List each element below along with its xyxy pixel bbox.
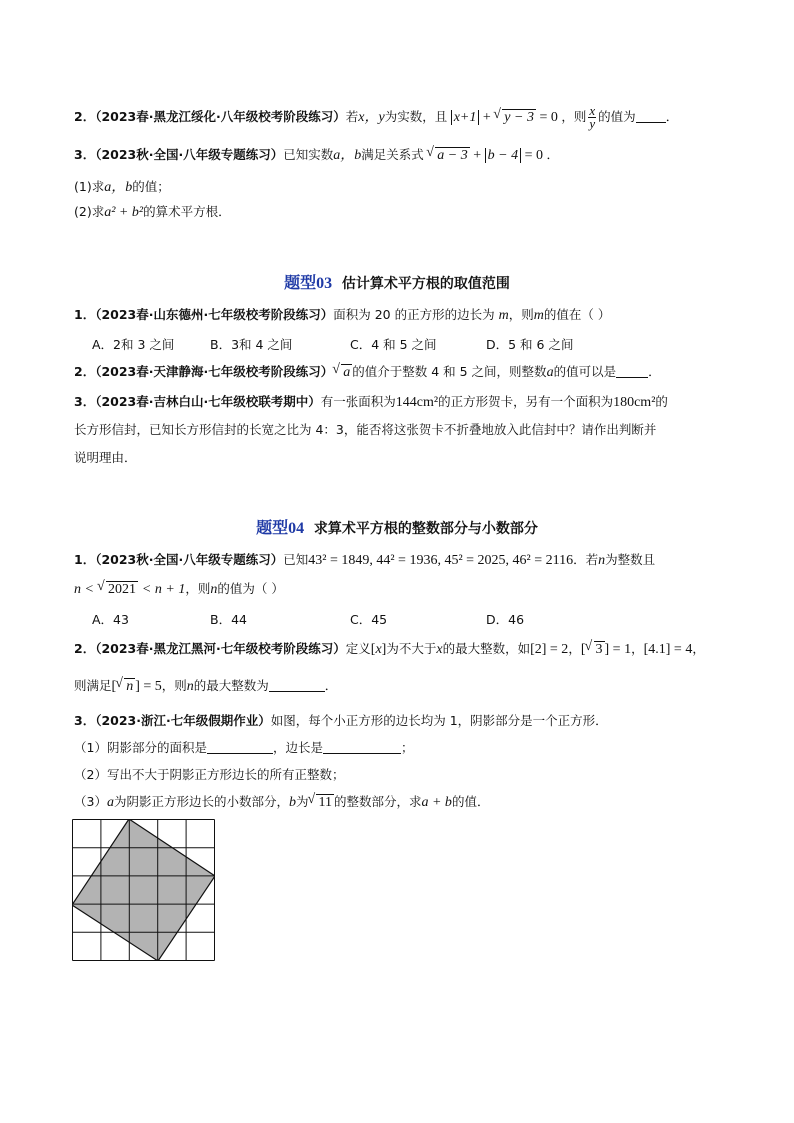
var-x: x [375,642,382,657]
sub-text: 的值； [132,179,170,194]
answer-blank [636,110,666,123]
stem-text: 已知实数 [283,147,334,162]
denominator: y [589,116,596,131]
question-source: （2023春·吉林白山·七年级校联考期中） [95,394,321,409]
stem-text: 若 [345,109,359,124]
stem-text: 的正方形贺卡，另有一个面积为 [438,394,614,409]
example-2-value: = 1 [612,642,632,657]
stem-text: ，则 [508,307,534,322]
question-2-1 [74,105,734,130]
stem-text: 则满足 [74,678,112,693]
question-3-2 [74,363,734,382]
var-xy: x，y [358,110,385,125]
heading-number: 03 [316,275,333,292]
question-source: （2023秋·全国·八年级专题练习） [95,552,284,567]
var-n: n [598,553,606,568]
end-mark: ． [665,109,679,124]
numerator: x [589,103,596,118]
var-ab: a，b [104,180,133,195]
condition-value: = 5 [143,679,162,694]
example-3: [4.1] = 4 [643,642,693,657]
question-number: 1． [74,307,96,322]
question-3-3-line3: 说明理由． [74,450,137,465]
equals-zero: = 0 [524,148,543,163]
sub-question-1 [74,178,734,197]
var-b: b [288,795,296,810]
var-n: n [210,582,218,597]
shaded-square [72,819,215,961]
section-heading-04 [0,515,794,538]
sqrt-expression: √ y − 3 [502,109,536,125]
area-value: 180cm² [613,395,656,410]
stem-text: 的值在（ ） [543,307,611,322]
inequality-right: < n + 1 [141,582,186,597]
var-m: m [533,308,544,323]
stem-text: 的最大整数为 [193,678,269,693]
sub-text: ，边长是 [272,740,323,755]
heading-prefix: 题型 [284,273,317,292]
stem-text: 的值为（ ） [217,581,284,596]
question-source: （2023春·山东德州·七年级校考阶段练习） [95,307,334,322]
question-source: （2023春·天津静海·七年级校考阶段练习） [95,364,334,379]
stem-text: 为不大于 [386,641,437,656]
question-4-3-sub3 [74,793,734,812]
sub-text: 为阴影正方形边长的小数部分， [113,794,289,809]
section-heading-03 [0,270,794,293]
question-2-2 [74,146,734,165]
stem-text: 的值介于整数 4 和 5 之间，则整数 [352,364,547,379]
var-m: m [498,308,509,323]
stem-text: 面积为 20 的正方形的边长为 [333,307,495,322]
var-n: n [186,679,194,694]
stem-text: ，则 [185,581,211,596]
abs-expression: x+1 [451,110,480,125]
sqrt-n: √ n [124,678,135,694]
sub-text: （3） [74,794,107,809]
stem-text: 的值为 [598,109,636,124]
question-source: （2023春·黑龙江绥化·八年级校考阶段练习） [95,109,346,124]
stem-text: ，则 [561,109,587,124]
heading-number: 04 [288,520,305,537]
question-4-2: 2．（2023春·黑龙江黑河·七年级校考阶段练习）定义[x]为不大于x的最大整数，如[2] = 2，[√ 3 ] = 1，[4.1] = 4， [74,640,734,659]
var-a: a [546,365,554,380]
question-4-1 [74,551,734,570]
question-number: 3． [74,147,96,162]
stem-text: 定义 [345,641,371,656]
sub-question-2 [74,203,734,222]
stem-text: ．若 [573,552,599,567]
sub-text: 的算术平方根． [143,204,231,219]
stem-text: 的 [655,394,668,409]
option-c[interactable]: C．4 和 5 之间 [350,337,437,352]
question-number: 2． [74,364,96,379]
answer-blank [616,365,648,378]
sqrt-11: √ 11 [316,794,333,810]
var-x: x [436,642,443,657]
stem-text: 为整数且 [605,552,656,567]
question-source: （2023·浙江·七年级假期作业） [95,713,271,728]
answer-blank [323,741,401,754]
stem-text: 满足关系式 [361,147,424,162]
question-3-3 [74,393,734,412]
question-source: （2023春·黑龙江黑河·七年级校考阶段练习） [95,641,346,656]
var-sum: a + b [421,795,452,810]
question-3-3-line2: 长方形信封，已知长方形信封的长宽之比为 4：3，能否将这张贺卡不折叠地放入此信封中？请作出判断并 [74,422,657,437]
question-4-3 [74,712,734,730]
stem-text: ，则 [161,678,187,693]
squares-equation: 43² = 1849, 44² = 1936, 45² = 2025, 46² = 2116 [308,553,574,568]
option-d[interactable]: D．46 [486,612,525,627]
sqrt-a: √ a [341,364,352,380]
sqrt-2021: √ 2021 [106,581,138,597]
stem-text: 的最大整数，如 [442,641,531,656]
question-4-3-sub2: （2）写出不大于阴影正方形边长的所有正整数； [74,767,345,782]
abs-expression: b − 4 [485,148,521,163]
equals-zero: = 0 [539,110,558,125]
sqrt-3: √ 3 [594,641,605,657]
option-a[interactable]: A．2和 3 之间 [92,337,175,352]
sub-text: 的整数部分，求 [333,794,422,809]
option-b[interactable]: B．3和 4 之间 [210,337,293,352]
question-4-3-sub1 [74,739,734,757]
sub-label: (1)求 [74,179,105,194]
sum-squares: a² + b² [104,205,144,220]
question-number: 2． [74,641,96,656]
question-number: 3． [74,713,96,728]
area-value: 144cm² [395,395,439,410]
stem-text: 有一张面积为 [320,394,396,409]
sub-text: ； [400,740,414,755]
answer-blank [269,679,325,692]
sub-text: 为 [295,794,309,809]
answer-blank [207,741,273,754]
option-d[interactable]: D．5 和 6 之间 [486,337,574,352]
example-1: [2] = 2 [530,642,569,657]
var-ab: a，b [333,148,362,163]
end-mark: ． [324,678,338,693]
option-b[interactable]: B．44 [210,612,247,627]
end-mark: ． [648,364,661,379]
heading-prefix: 题型 [256,518,289,537]
sqrt-expression: √ a − 3 [435,147,469,163]
heading-title: 估计算术平方根的取值范围 [341,276,510,292]
question-source: （2023秋·全国·八年级专题练习） [95,147,284,162]
stem-text: 为实数，且 [384,109,448,124]
question-number: 3． [74,394,96,409]
stem-text: 已知 [283,552,309,567]
option-c[interactable]: C．45 [350,612,388,627]
question-4-2-line2 [74,677,734,696]
sub-text: 的值． [451,794,490,809]
sub-label: (2)求 [74,204,105,219]
question-4-1-line2 [74,580,734,599]
stem-text: 如图，每个小正方形的边长均为 1，阴影部分是一个正方形． [270,713,608,728]
formula-abs-sqrt: x+1 + √ y − 3 = 0 [447,110,561,125]
question-number: 1． [74,552,96,567]
grid-figure [72,819,215,961]
option-a[interactable]: A．43 [92,612,129,627]
example-2: [√ 3 ] = 1 [581,642,631,657]
heading-title: 求算术平方根的整数部分与小数部分 [313,521,538,537]
stem-text: 的值可以是 [553,364,617,379]
fraction-x-over-y [588,105,596,130]
condition: [√ n ] = 5 [112,679,162,694]
formula-sqrt-abs: √ a − 3 + b − 4 = 0 [424,148,547,163]
question-number: 2． [74,109,96,124]
var-a: a [106,795,114,810]
question-3-1 [74,306,734,325]
sub-text: （1）阴影部分的面积是 [74,740,207,755]
end-mark: ． [546,147,560,162]
inequality-left: n < [74,582,94,597]
